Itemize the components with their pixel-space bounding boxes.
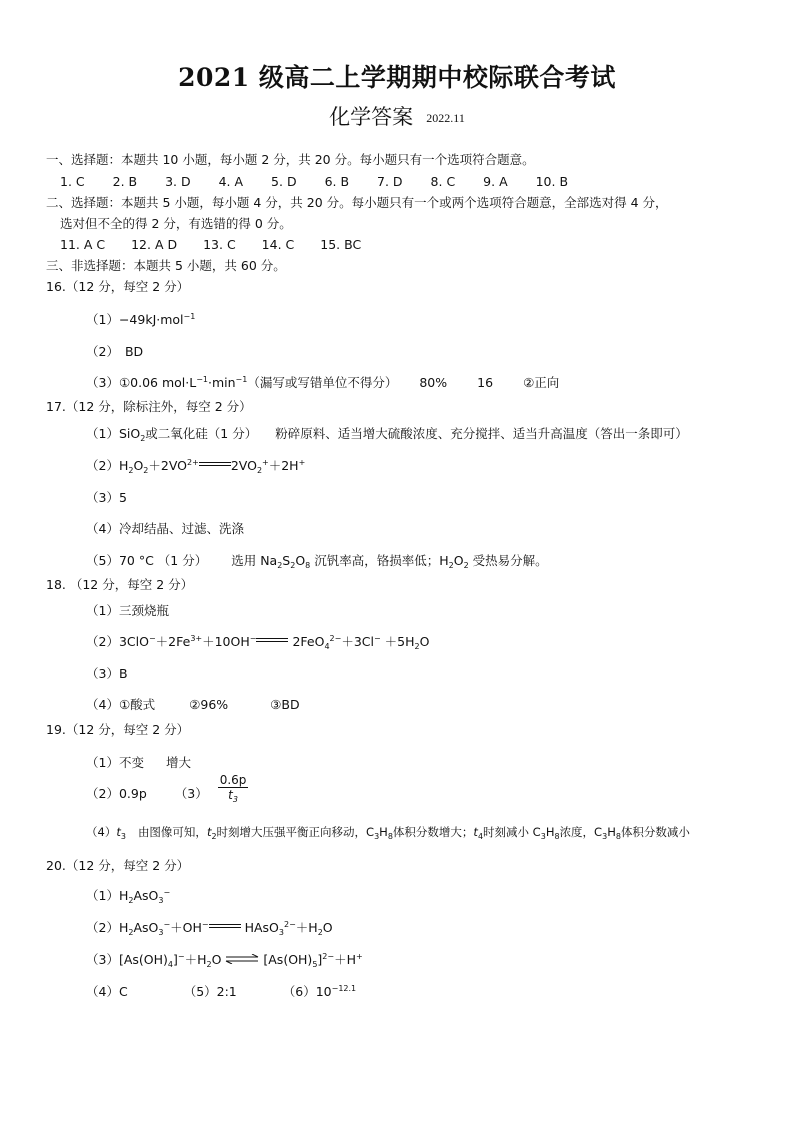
text-fragment: 5: [312, 960, 318, 969]
text-fragment: 三颈烧瓶: [118, 603, 169, 618]
text-fragment: 2: [256, 466, 263, 475]
q17-answer-2: [86, 458, 305, 474]
text-fragment: t: [228, 788, 233, 802]
q20-answer-4-6: [86, 984, 356, 1000]
text-fragment: ②96%: [189, 697, 229, 712]
text-fragment: H: [118, 458, 129, 473]
text-fragment: −: [249, 634, 257, 643]
text-fragment: 2−: [329, 634, 342, 643]
text-fragment: −: [163, 888, 171, 897]
text-fragment: 2: [277, 561, 283, 570]
text-fragment: ①酸式: [118, 697, 156, 712]
text-fragment: （1）: [86, 312, 119, 327]
text-fragment: 粉碎原料、适当增大硫酸浓度、充分搅拌、适当升高温度（答出一条即可）: [275, 426, 688, 441]
text-fragment: 2: [143, 466, 149, 475]
text-fragment: （3）: [86, 375, 119, 390]
text-fragment: 2:1: [216, 984, 237, 999]
text-fragment: O: [419, 634, 430, 649]
text-fragment: O: [295, 553, 306, 568]
text-fragment: 3: [120, 832, 126, 841]
q20-answer-1: [86, 888, 170, 904]
text-fragment: ＋2Fe: [155, 634, 191, 649]
text-fragment: 0.9p: [118, 786, 147, 801]
text-fragment: （3）: [86, 666, 119, 681]
answer-14: 14. C: [261, 237, 295, 252]
answer-4: 4. A: [218, 174, 244, 189]
text-fragment: 时刻减小 C: [483, 825, 541, 839]
text-fragment: 3ClO: [118, 634, 149, 649]
text-fragment: 体积分数减小: [620, 825, 690, 839]
text-fragment: −: [148, 634, 156, 643]
text-fragment: （3）: [86, 952, 119, 967]
text-fragment: 10: [315, 984, 332, 999]
text-fragment: C: [118, 984, 128, 999]
text-fragment: 4: [167, 960, 173, 969]
text-fragment: （4）: [86, 521, 119, 536]
q18-answer-2: [86, 634, 429, 650]
text-fragment: （1）: [86, 426, 119, 441]
text-fragment: 4: [477, 832, 484, 841]
text-fragment: 2: [463, 561, 469, 570]
text-fragment: [As(OH): [118, 952, 168, 967]
q17-heading: 17.（12 分，除标注外，每空 2 分）: [46, 399, 252, 414]
text-fragment: −: [163, 920, 171, 929]
exam-date: 2022.11: [426, 111, 465, 125]
text-fragment: 时刻增大压强平衡正向移动，C: [216, 825, 375, 839]
text-fragment: 2: [290, 561, 296, 570]
text-fragment: ＋2VO: [148, 458, 188, 473]
q16-heading: 16.（12 分，每空 2 分）: [46, 279, 190, 294]
text-fragment: −: [177, 952, 185, 961]
text-fragment: 2: [128, 896, 134, 905]
subtitle-row: [0, 101, 794, 131]
text-fragment: （2）: [86, 634, 119, 649]
answer-12: 12. A D: [131, 237, 178, 252]
text-fragment: （4）: [86, 825, 117, 839]
double-equals-sign: [199, 460, 231, 470]
text-fragment: （漏写或写错单位不得分）: [247, 375, 398, 390]
text-fragment: −1: [183, 312, 196, 321]
text-fragment: O: [133, 458, 144, 473]
text-fragment: t: [473, 825, 478, 839]
section-1-heading: 一、选择题：本题共 10 小题，每小题 2 分，共 20 分。每小题只有一个选项符合题意。: [46, 152, 535, 167]
text-fragment: 由图像可知，: [137, 825, 207, 839]
text-fragment: 3: [540, 832, 546, 841]
text-fragment: 3: [232, 795, 238, 804]
text-fragment: AsO: [133, 920, 159, 935]
text-fragment: 2: [206, 960, 212, 969]
answer-10: 10. B: [535, 174, 569, 189]
section-2-heading: 二、选择题：本题共 5 小题，每小题 4 分，共 20 分。每小题只有一个或两个选项符合题意，全部选对得 4 分，: [46, 195, 668, 210]
text-fragment: （3）: [86, 490, 119, 505]
text-fragment: 2: [414, 642, 420, 651]
text-fragment: （5）: [86, 553, 119, 568]
text-fragment: 3: [374, 832, 380, 841]
text-fragment: t: [116, 825, 121, 839]
text-fragment: 受热易分解。: [468, 553, 548, 568]
text-fragment: （2）: [86, 344, 119, 359]
answer-8: 8. C: [430, 174, 456, 189]
text-fragment: AsO: [133, 888, 159, 903]
answer-7: 7. D: [377, 174, 403, 189]
text-fragment: 2: [140, 434, 146, 443]
text-fragment: 16: [477, 375, 494, 390]
text-fragment: O: [453, 553, 464, 568]
text-fragment: −1: [235, 375, 248, 384]
text-fragment: H: [118, 888, 129, 903]
text-fragment: H: [118, 920, 129, 935]
double-equals-sign: [256, 636, 288, 646]
text-fragment: 沉钒率高，铬损率低；H: [310, 553, 449, 568]
text-fragment: （2）: [86, 786, 119, 801]
text-fragment: 2: [317, 928, 323, 937]
text-fragment: 2VO: [230, 458, 257, 473]
text-fragment: 3: [158, 896, 164, 905]
text-fragment: 2: [128, 466, 134, 475]
text-fragment: （4）: [86, 984, 119, 999]
answer-2: 2. B: [112, 174, 138, 189]
q16-answer-2: [86, 344, 143, 360]
text-fragment: 3: [602, 832, 608, 841]
text-fragment: （5）: [183, 984, 217, 999]
text-fragment: 80%: [419, 375, 448, 390]
text-fragment: （6）: [282, 984, 316, 999]
text-fragment: O: [211, 952, 222, 967]
text-fragment: 体积分数增大；: [392, 825, 474, 839]
q18-heading: 18. （12 分，每空 2 分）: [46, 577, 194, 592]
q20-heading: 20.（12 分，每空 2 分）: [46, 858, 190, 873]
fraction: [218, 773, 249, 802]
q19-answer-1: [86, 755, 191, 771]
text-fragment: （2）: [86, 458, 119, 473]
page-subtitle: 化学答案: [329, 105, 414, 129]
text-fragment: 3+: [190, 634, 203, 643]
text-fragment: S: [282, 553, 291, 568]
text-fragment: B: [118, 666, 128, 681]
text-fragment: t: [206, 825, 212, 839]
q17-answer-5: [86, 553, 548, 569]
text-fragment: ＋3Cl: [341, 634, 374, 649]
section-1-answers: [60, 174, 568, 190]
text-fragment: 2: [128, 928, 134, 937]
text-fragment: ＋5H: [380, 634, 415, 649]
text-fragment: ·min: [208, 375, 236, 390]
text-fragment: ②正向: [523, 375, 560, 390]
text-fragment: （4）: [86, 697, 119, 712]
text-fragment: ＋2H: [268, 458, 299, 473]
answer-11: 11. A C: [60, 237, 106, 252]
answer-9: 9. A: [483, 174, 508, 189]
q20-answer-3: [86, 952, 363, 968]
text-fragment: +: [298, 458, 306, 467]
text-fragment: 8: [387, 832, 393, 841]
answer-3: 3. D: [165, 174, 191, 189]
text-fragment: （1）: [86, 755, 119, 770]
text-fragment: ]: [172, 952, 178, 967]
text-fragment: 3: [158, 928, 164, 937]
text-fragment: 冷却结晶、过滤、洗涤: [118, 521, 244, 536]
text-fragment: H: [545, 825, 555, 839]
answer-15: 15. BC: [320, 237, 362, 252]
text-fragment: −: [373, 634, 381, 643]
text-fragment: 0.6p: [219, 773, 247, 787]
q17-answer-3: [86, 490, 127, 506]
text-fragment: 2+: [187, 458, 199, 467]
q17-answer-4: [86, 521, 244, 537]
q19-answer-4: [86, 824, 690, 840]
text-fragment: +: [262, 458, 269, 467]
q18-answer-3: [86, 666, 128, 682]
section-2-answers: [60, 237, 361, 253]
text-fragment: 8: [615, 832, 621, 841]
text-fragment: [As(OH): [259, 952, 313, 967]
text-fragment: ＋OH: [170, 920, 202, 935]
text-fragment: 8: [305, 561, 311, 570]
q17-answer-1: [86, 426, 688, 442]
text-fragment: ＋H: [184, 952, 207, 967]
answer-6: 6. B: [324, 174, 350, 189]
answer-5: 5. D: [271, 174, 297, 189]
q16-answer-1: [86, 312, 195, 328]
text-fragment: 浓度，C: [559, 825, 603, 839]
text-fragment: BD: [124, 344, 144, 359]
text-fragment: （1）: [86, 603, 119, 618]
text-fragment: O: [322, 920, 333, 935]
text-fragment: 2−: [283, 920, 296, 929]
text-fragment: 不变: [118, 755, 144, 770]
text-fragment: ①0.06 mol·L: [118, 375, 197, 390]
text-fragment: 8: [554, 832, 560, 841]
text-fragment: SiO: [118, 426, 141, 441]
text-fragment: （1）: [86, 888, 119, 903]
q18-answer-1: [86, 603, 169, 619]
text-fragment: 或二氧化硅（1 分）: [145, 426, 258, 441]
text-fragment: HAsO: [240, 920, 279, 935]
section-3-heading: 三、非选择题：本题共 5 小题，共 60 分。: [46, 258, 286, 273]
answer-1: 1. C: [60, 174, 85, 189]
text-fragment: −1: [196, 375, 208, 384]
section-2-heading-cont: 选对但不全的得 2 分，有选错的得 0 分。: [60, 216, 292, 231]
text-fragment: 3: [278, 928, 284, 937]
text-fragment: 选用 Na: [231, 553, 278, 568]
q19-answer-2-3: [86, 773, 248, 804]
text-fragment: −12.1: [331, 984, 357, 993]
text-fragment: 增大: [165, 755, 191, 770]
text-fragment: −49kJ·mol: [118, 312, 184, 327]
text-fragment: （2）: [86, 920, 119, 935]
text-fragment: 2FeO: [288, 634, 325, 649]
text-fragment: ③BD: [270, 697, 300, 712]
text-fragment: 2: [211, 832, 217, 841]
text-fragment: ＋H: [295, 920, 318, 935]
answer-13: 13. C: [203, 237, 236, 252]
text-fragment: 2: [448, 561, 454, 570]
text-fragment: H: [379, 825, 388, 839]
page-title: 2021 级高二上学期期中校际联合考试: [178, 63, 616, 92]
equilibrium-arrow-icon: [225, 954, 259, 964]
text-fragment: ＋H: [334, 952, 356, 967]
text-fragment: −: [201, 920, 209, 929]
q16-answer-3: [86, 375, 559, 391]
text-fragment: ＋10OH: [202, 634, 250, 649]
text-fragment: 5: [118, 490, 127, 505]
q18-answer-4: [86, 697, 300, 713]
q19-heading: 19.（12 分，每空 2 分）: [46, 722, 190, 737]
text-fragment: H: [607, 825, 616, 839]
text-fragment: 70 °C （1 分）: [118, 553, 208, 568]
text-fragment: 2−: [322, 952, 335, 961]
text-fragment: 4: [324, 642, 330, 651]
text-fragment: ]: [317, 952, 323, 967]
text-fragment: +: [356, 952, 363, 961]
text-fragment: （3）: [174, 786, 208, 801]
q20-answer-2: [86, 920, 333, 936]
double-equals-sign: [209, 922, 241, 932]
